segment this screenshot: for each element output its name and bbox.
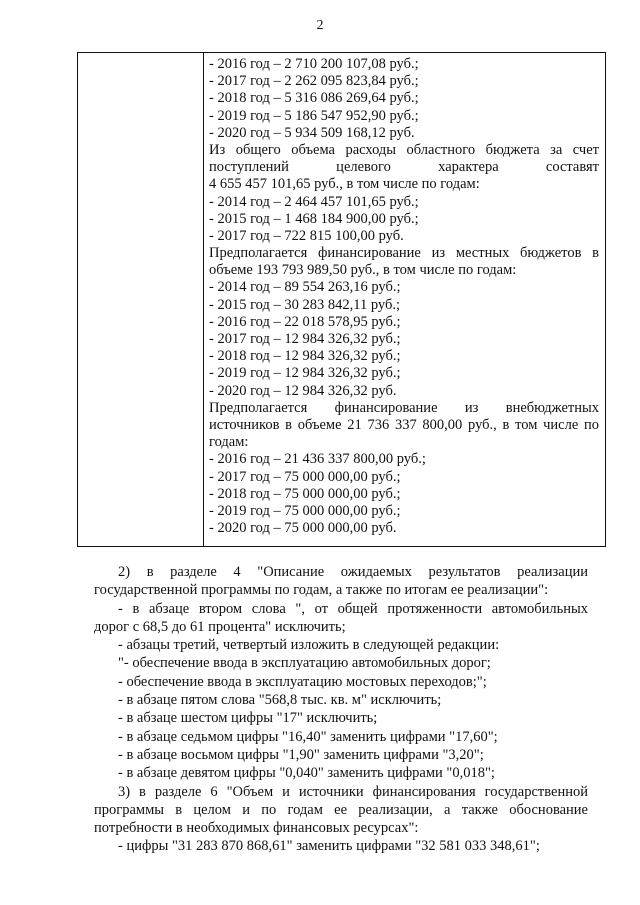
paragraph-line: потребности в необходимых финансовых ресурсах": bbox=[94, 820, 419, 837]
paragraph-line: - в абзаце девятом цифры "0,040" заменить цифрами "0,018"; bbox=[118, 765, 495, 782]
table-line: 4 655 457 101,65 руб., в том числе по годам: bbox=[209, 176, 480, 193]
paragraph-line: - цифры "31 283 870 868,61" заменить цифрами "32 581 033 348,61"; bbox=[118, 838, 540, 855]
table-line: - 2014 год – 2 464 457 101,65 руб.; bbox=[209, 193, 419, 210]
table-line: - 2019 год – 5 186 547 952,90 руб.; bbox=[209, 107, 419, 124]
table-line: - 2016 год – 2 710 200 107,08 руб.; bbox=[209, 56, 419, 72]
table-line: - 2017 год – 12 984 326,32 руб.; bbox=[209, 331, 401, 347]
paragraph-line: - в абзаце седьмом цифры "16,40" заменить цифрами "17,60"; bbox=[118, 728, 498, 745]
table-line: - 2020 год – 5 934 509 168,12 руб. bbox=[209, 124, 415, 141]
table-line: - 2019 год – 12 984 326,32 руб.; bbox=[209, 365, 401, 382]
paragraph-line: - обеспечение ввода в эксплуатацию мостовых переходов;"; bbox=[118, 673, 487, 690]
table-line: Из общего объема расходы областного бюджета за счет bbox=[209, 141, 599, 158]
paragraph-line: - абзацы третий, четвертый изложить в следующей редакции: bbox=[118, 637, 500, 654]
table-line: - 2015 год – 30 283 842,11 руб.; bbox=[209, 296, 400, 313]
table-line: - 2014 год – 89 554 263,16 руб.; bbox=[209, 279, 401, 296]
paragraph-line: государственной программы по годам, а также по итогам ее реализации": bbox=[94, 582, 549, 599]
paragraph-line: 2) в разделе 4 "Описание ожидаемых результатов реализации bbox=[118, 564, 588, 580]
table-line: - 2017 год – 75 000 000,00 руб.; bbox=[209, 468, 401, 485]
page-number: 2 bbox=[316, 18, 324, 33]
table-column-divider bbox=[203, 53, 204, 546]
table-line: - 2016 год – 22 018 578,95 руб.; bbox=[209, 313, 401, 330]
paragraph-line: дорог с 68,5 до 61 процента" исключить; bbox=[94, 618, 346, 635]
funding-table-cell bbox=[209, 56, 599, 537]
paragraph-line: "- обеспечение ввода в эксплуатацию автомобильных дорог; bbox=[118, 655, 491, 672]
table-line: - 2016 год – 21 436 337 800,00 руб.; bbox=[209, 451, 426, 468]
paragraph-line: 3) в разделе 6 "Объем и источники финансирования государственной bbox=[118, 783, 588, 800]
table-line: - 2019 год – 75 000 000,00 руб.; bbox=[209, 502, 401, 519]
table-line: поступлений целевого характера составят bbox=[209, 159, 599, 176]
paragraph-line: - в абзаце восьмом цифры "1,90" заменить цифрами "3,20"; bbox=[118, 746, 484, 763]
amendments-text bbox=[94, 563, 588, 856]
table-line: - 2018 год – 5 316 086 269,64 руб.; bbox=[209, 90, 419, 107]
table-line: - 2018 год – 75 000 000,00 руб.; bbox=[209, 485, 401, 502]
paragraph-line: - в абзаце втором слова ", от общей протяженности автомобильных bbox=[118, 600, 588, 617]
table-line: - 2017 год – 2 262 095 823,84 руб.; bbox=[209, 73, 419, 90]
table-line: Предполагается финансирование из внебюджетных bbox=[209, 399, 599, 416]
table-line: - 2020 год – 75 000 000,00 руб. bbox=[209, 520, 397, 537]
table-line: - 2017 год – 722 815 100,00 руб. bbox=[209, 227, 404, 244]
table-line: Предполагается финансирование из местных бюджетов в bbox=[209, 245, 599, 262]
table-line: - 2018 год – 12 984 326,32 руб.; bbox=[209, 348, 401, 365]
paragraph-line: - в абзаце шестом цифры "17" исключить; bbox=[118, 710, 378, 727]
table-line: годам: bbox=[209, 434, 249, 451]
table-line: - 2020 год – 12 984 326,32 руб. bbox=[209, 382, 397, 399]
table-line: - 2015 год – 1 468 184 900,00 руб.; bbox=[209, 210, 419, 227]
paragraph-line: - в абзаце пятом слова "568,8 тыс. кв. м" исключить; bbox=[118, 692, 442, 709]
table-line: объеме 193 793 989,50 руб., в том числе по годам: bbox=[209, 262, 517, 279]
paragraph-line: программы в целом и по годам ее реализации, а также обоснование bbox=[94, 801, 588, 818]
funding-table bbox=[77, 52, 606, 547]
table-line: источников в объеме 21 736 337 800,00 руб., в том числе по bbox=[209, 416, 599, 433]
